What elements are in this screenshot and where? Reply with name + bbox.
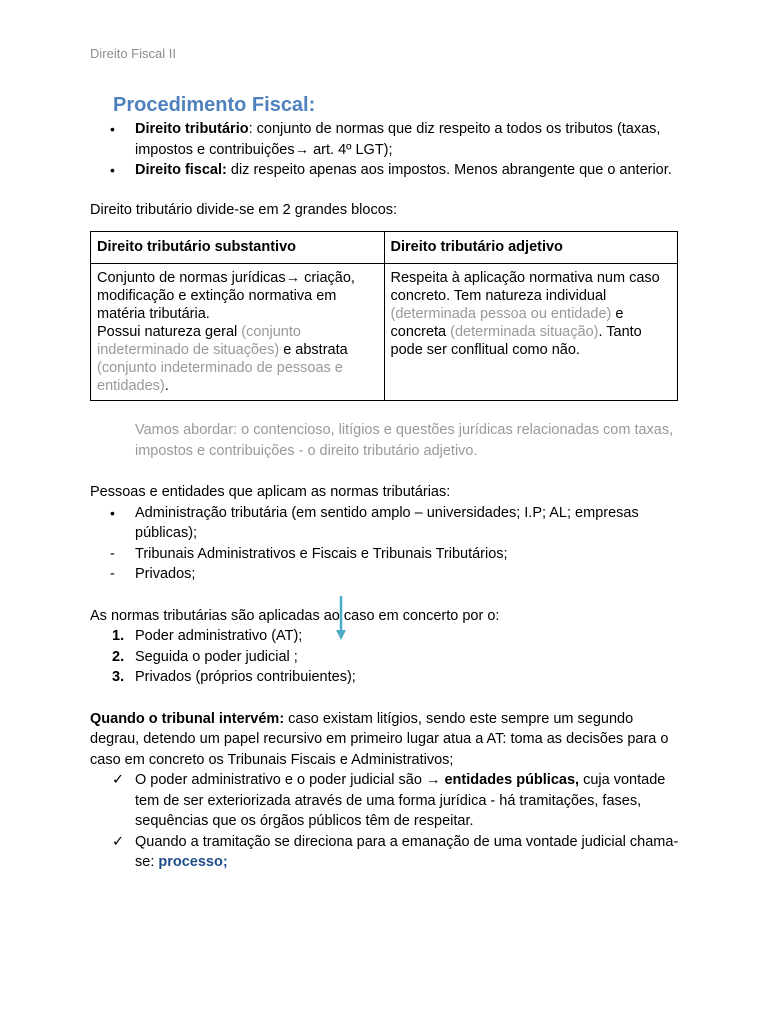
table-cell-substantive: [91, 264, 385, 401]
list-number: 1.: [112, 628, 125, 644]
down-arrow-icon: [336, 596, 346, 640]
tribunal-text: caso existam litígios, sendo este sempre um segundo degrau, detendo um papel recursivo em primeiro lugar atua a AT: toma as decisões para o caso em concreto os Tribunais Fiscais e Administrativos;: [90, 710, 669, 768]
cell-text: Respeita à aplicação normativa num caso concreto. Tem natureza individual: [390, 270, 660, 304]
definitions-list: [90, 119, 680, 181]
cell-text: Possui natureza geral: [97, 324, 242, 340]
list-item: [90, 667, 680, 688]
check-icon: ✓: [112, 772, 125, 788]
term: Direito fiscal:: [135, 162, 227, 178]
list-item: [90, 503, 680, 544]
blocks-intro: Direito tributário divide-se em 2 grandes blocos:: [90, 201, 398, 218]
dash-icon: -: [110, 566, 115, 582]
table-header: Direito tributário substantivo: [91, 232, 385, 264]
list-item: [90, 770, 680, 832]
list-item: [90, 647, 680, 668]
scope-note: Vamos abordar: o contencioso, litígios e questões jurídicas relacionadas com taxas, impostos e contribuições - o direito tributário adjetivo.: [135, 422, 674, 459]
list-item-text: Administração tributária (em sentido amplo – universidades; I.P; AL; empresas públicas);: [135, 504, 639, 541]
list-number: 2.: [112, 648, 125, 665]
dash-icon: -: [110, 545, 115, 562]
bullet-icon: •: [110, 121, 115, 137]
cell-text: Conjunto de normas jurídicas: [97, 270, 286, 286]
cell-note: (determinada situação): [450, 324, 599, 340]
entities-intro: Pessoas e entidades que aplicam as normas tributárias:: [90, 484, 451, 500]
table-header: Direito tributário adjetivo: [384, 232, 678, 264]
list-item: [90, 832, 680, 873]
cell-note: (conjunto indeterminado de pessoas e entidades): [97, 360, 343, 394]
list-item: [90, 160, 680, 181]
application-list: [90, 626, 680, 688]
list-item: [90, 564, 680, 585]
list-item-text: Privados (próprios contribuientes);: [135, 669, 356, 685]
checks-list: [90, 770, 680, 873]
table-cell-adjective: [384, 264, 678, 401]
section-title: Procedimento Fiscal:: [113, 94, 316, 116]
check-icon: ✓: [112, 833, 125, 850]
cell-text: criação, modificação e extinção normativa em matéria tributária.: [97, 270, 355, 322]
list-item-text: Privados;: [135, 566, 196, 582]
table-row: [91, 264, 678, 401]
processo-term: processo;: [158, 854, 228, 870]
right-arrow-icon: →: [294, 141, 310, 158]
cell-text: . Tanto pode ser conflitual como não.: [390, 324, 642, 358]
application-intro: As normas tributárias são aplicadas ao caso em concerto por o:: [90, 607, 500, 624]
cell-text: e abstrata: [279, 342, 348, 358]
page-header: Direito Fiscal II: [90, 46, 176, 61]
cell-text: .: [164, 378, 169, 394]
definition-text: diz respeito apenas aos impostos. Menos abrangente que o anterior.: [226, 162, 672, 178]
right-arrow-icon: →: [425, 772, 441, 788]
list-item-text: Quando a tramitação se direciona para a emanação de uma vontade judicial chama-se:: [135, 833, 679, 870]
cell-text: e concreta: [390, 306, 624, 340]
list-item: [90, 544, 680, 565]
tribunal-paragraph: [90, 709, 680, 771]
comparison-table: [90, 231, 678, 401]
table-header-row: [91, 232, 678, 264]
list-item: [90, 626, 680, 647]
entities-list: [90, 503, 680, 585]
right-arrow-icon: →: [285, 270, 301, 286]
list-item-bold: entidades públicas,: [440, 772, 580, 788]
cell-note: (determinada pessoa ou entidade): [390, 306, 612, 322]
list-item-text: Poder administrativo (AT);: [135, 628, 303, 644]
bullet-icon: •: [110, 504, 115, 521]
definition-text: art. 4º LGT);: [309, 141, 393, 158]
definition-text: : conjunto de normas que diz respeito a todos os tributos (taxas, impostos e contribuições: [135, 121, 661, 158]
list-item-text: Seguida o poder judicial ;: [135, 648, 298, 665]
cell-note: (conjunto indeterminado de situações): [97, 324, 301, 358]
document-body: [90, 92, 680, 873]
list-item: [90, 119, 680, 160]
list-item-text: Tribunais Administrativos e Fiscais e Tribunais Tributários;: [135, 545, 508, 562]
list-item-text: O poder administrativo e o poder judicial são: [135, 772, 426, 788]
list-item-text: cuja vontade tem de ser exteriorizada através de uma forma jurídica - há tramitações, fases, sequências que os órgãos públicos têm de respeitar.: [135, 772, 666, 829]
bullet-icon: •: [110, 162, 115, 178]
tribunal-lead: Quando o tribunal intervém:: [90, 710, 285, 727]
term: Direito tributário: [135, 121, 249, 137]
list-number: 3.: [112, 669, 125, 685]
